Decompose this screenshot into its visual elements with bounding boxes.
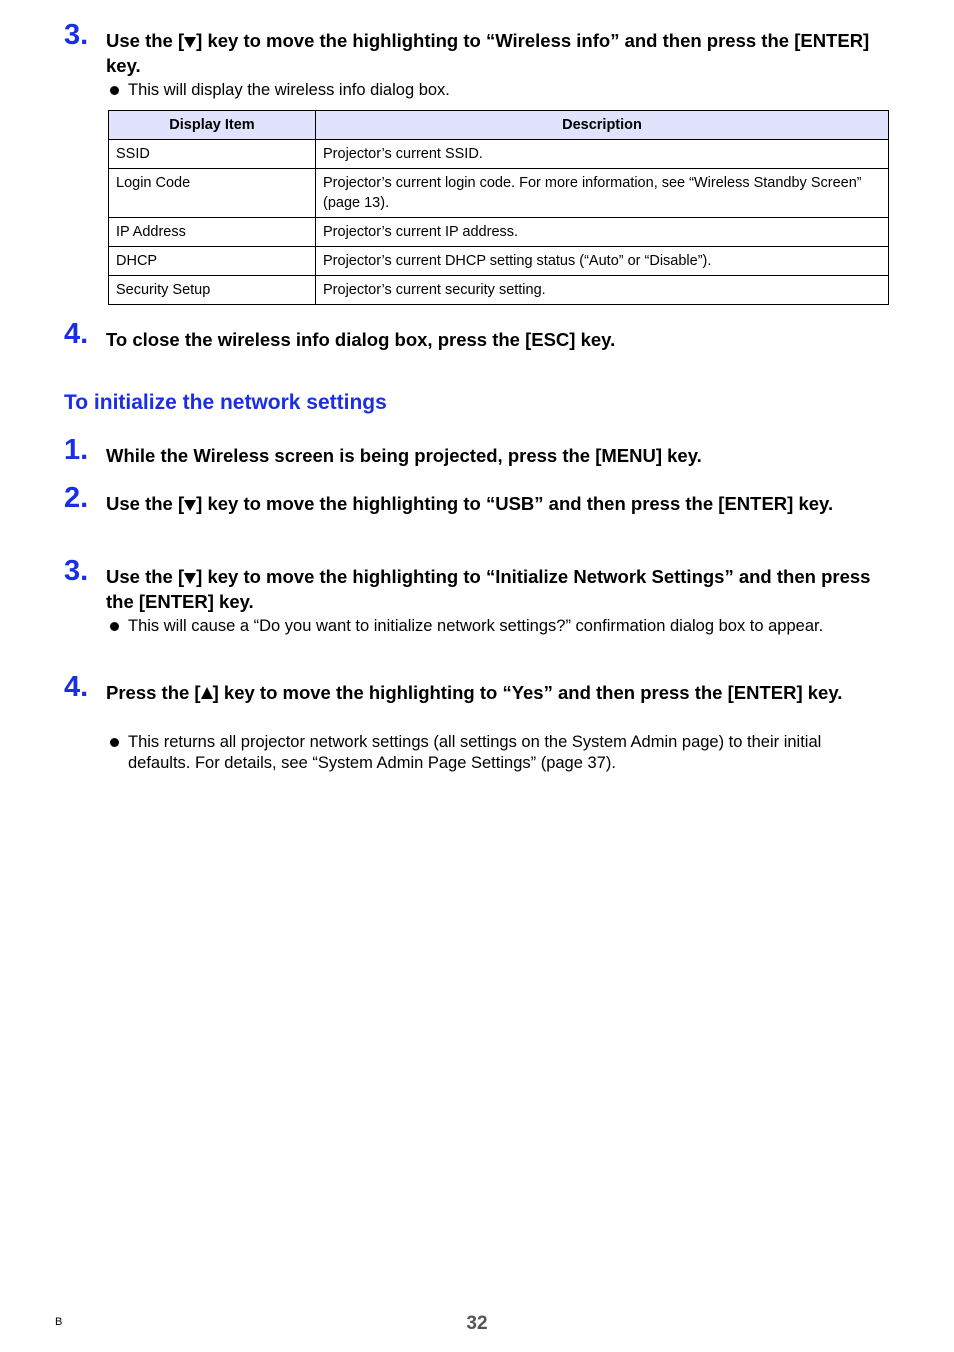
table-cell-description: Projector’s current SSID. xyxy=(316,140,889,169)
step-instruction: Use the [ ] key to move the highlighting to “Wireless info” and then press the [ENTER] key. xyxy=(106,30,870,76)
table-cell-description: Projector’s current DHCP setting status (“Auto” or “Disable”). xyxy=(316,247,889,276)
table-row xyxy=(109,218,889,247)
step-3-initialize-note: This will cause a “Do you want to initialize network settings?” confirmation dialog box to appear. xyxy=(64,616,864,637)
step-number: 1. xyxy=(64,434,89,466)
step-3-initialize-network xyxy=(64,555,894,614)
table-row xyxy=(109,276,889,305)
table-cell-item: SSID xyxy=(109,140,316,169)
down-triangle-icon xyxy=(184,570,196,584)
table-row xyxy=(109,140,889,169)
bullet-icon xyxy=(110,86,119,95)
step-number: 4. xyxy=(64,671,89,703)
section-heading: To initialize the network settings xyxy=(64,391,387,414)
table-header-row xyxy=(109,111,889,140)
step-4-close-dialog xyxy=(64,318,894,352)
step-number: 4. xyxy=(64,318,89,350)
step-number: 2. xyxy=(64,482,89,514)
column-header-display-item: Display Item xyxy=(109,111,316,140)
page-number: 32 xyxy=(466,1313,488,1334)
table-cell-item: IP Address xyxy=(109,218,316,247)
bullet-icon xyxy=(110,738,119,747)
step-3-select-wireless-info xyxy=(64,19,894,78)
table-row xyxy=(109,169,889,218)
bullet-icon xyxy=(110,622,119,631)
up-triangle-icon xyxy=(201,686,213,700)
step-number: 3. xyxy=(64,555,89,587)
step-4-select-yes xyxy=(64,671,894,705)
step-number: 3. xyxy=(64,19,89,51)
step-instruction: Press the [ ] key to move the highlighting to “Yes” and then press the [ENTER] key. xyxy=(106,682,843,703)
wireless-info-table xyxy=(108,110,889,305)
footer-mark: B xyxy=(55,1316,63,1328)
step-2-select-usb xyxy=(64,482,894,516)
step-4-yes-note: This returns all projector network settings (all settings on the System Admin page) to their initial defaults. For details, see “System Admin Page Settings” (page 37). xyxy=(64,732,864,774)
step-instruction: Use the [ ] key to move the highlighting to “USB” and then press the [ENTER] key. xyxy=(106,493,834,514)
table-cell-item: DHCP xyxy=(109,247,316,276)
step-instruction: Use the [ ] key to move the highlighting to “Initialize Network Settings” and then press the [ENTER] key. xyxy=(106,566,871,612)
table-row xyxy=(109,247,889,276)
table-cell-item: Security Setup xyxy=(109,276,316,305)
step-3-note: This will display the wireless info dialog box. xyxy=(64,80,864,101)
table-cell-item: Login Code xyxy=(109,169,316,218)
column-header-description: Description xyxy=(316,111,889,140)
table-cell-description: Projector’s current IP address. xyxy=(316,218,889,247)
table-cell-description: Projector’s current login code. For more information, see “Wireless Standby Screen” (page 13). xyxy=(316,169,889,218)
step-instruction: To close the wireless info dialog box, press the [ESC] key. xyxy=(106,329,616,350)
table-cell-description: Projector’s current security setting. xyxy=(316,276,889,305)
step-1-press-menu xyxy=(64,434,894,468)
down-triangle-icon xyxy=(184,34,196,48)
down-triangle-icon xyxy=(184,497,196,511)
step-instruction: While the Wireless screen is being projected, press the [MENU] key. xyxy=(106,445,702,466)
